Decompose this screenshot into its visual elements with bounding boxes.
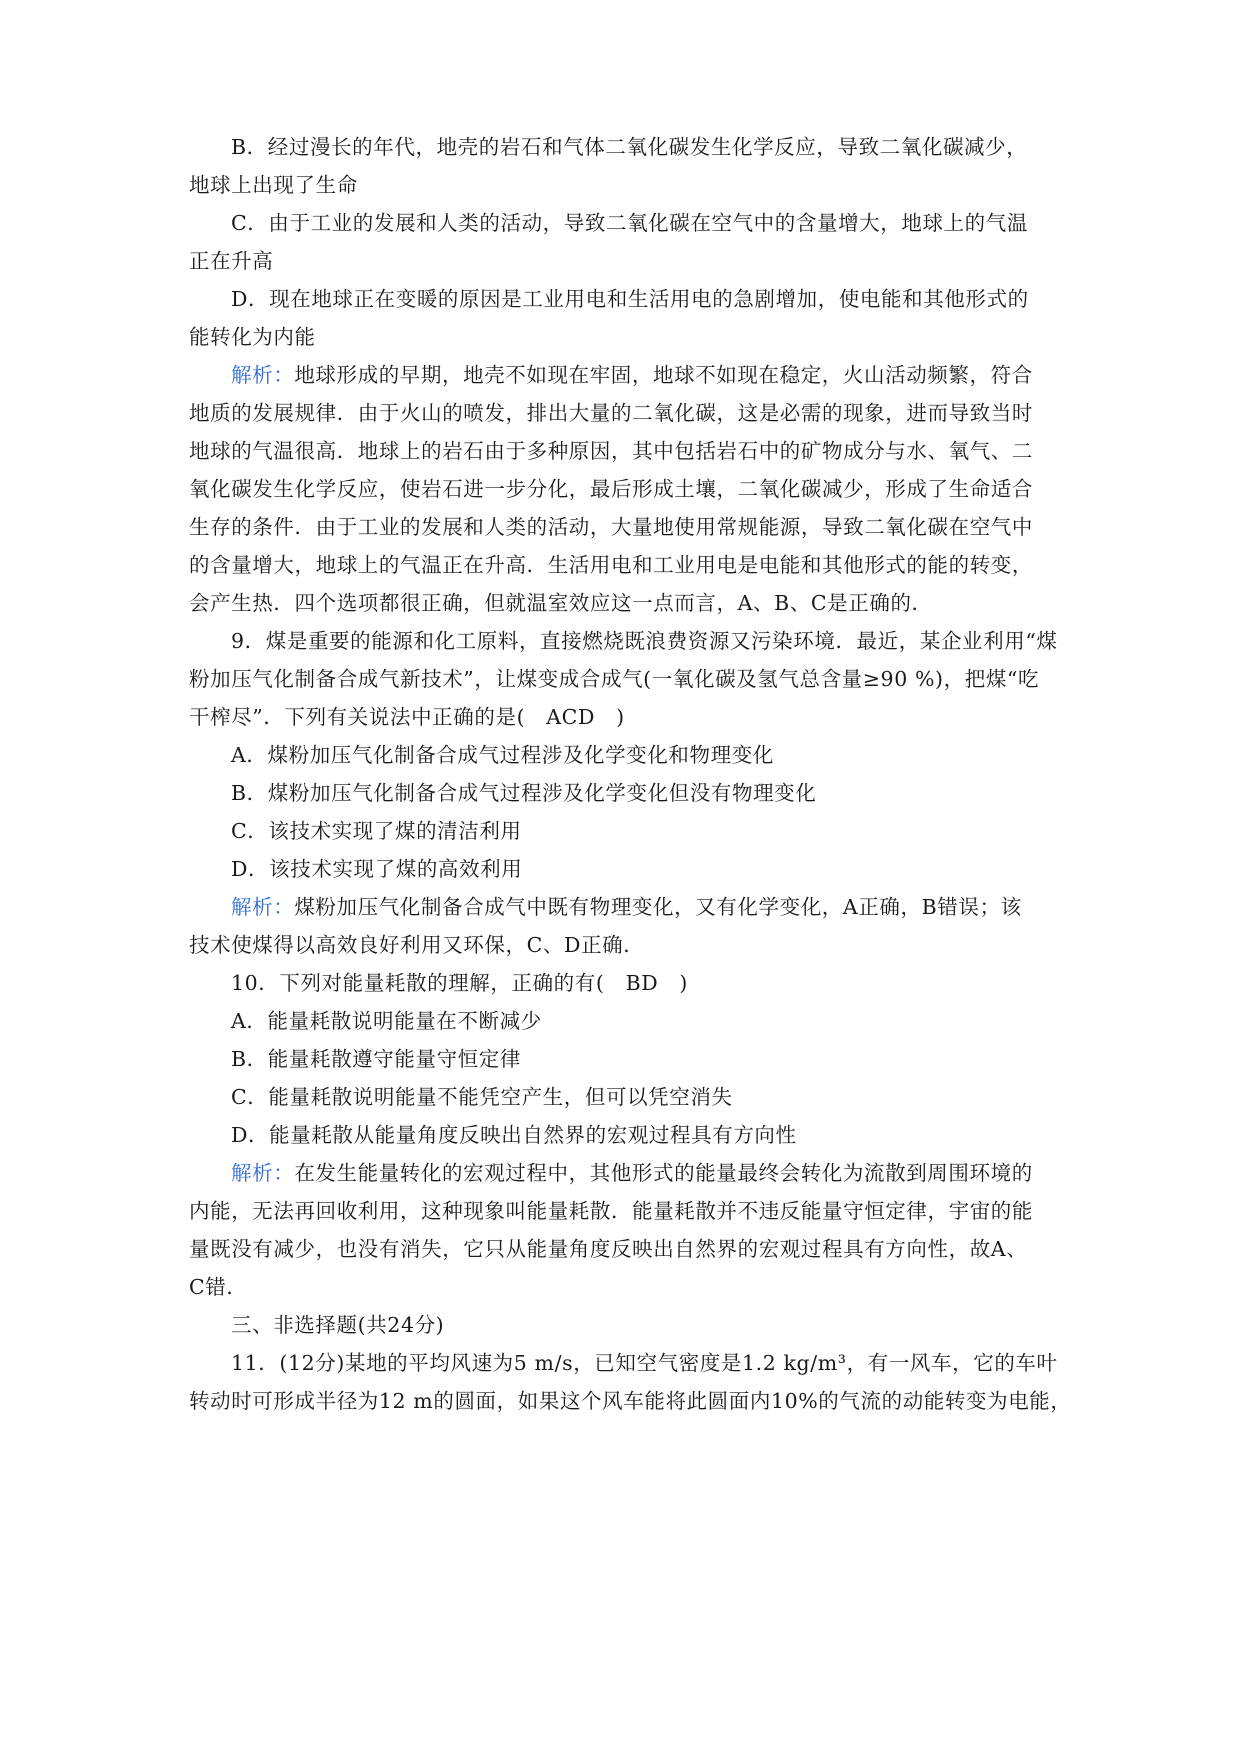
- analysis-10-line-2: 内能，无法再回收利用，这种现象叫能量耗散．能量耗散并不违反能量守恒定律，宇宙的能: [189, 1199, 1033, 1223]
- analysis-label: 解析：: [231, 363, 295, 387]
- option-9b: B．煤粉加压气化制备合成气过程涉及化学变化但没有物理变化: [231, 781, 817, 805]
- option-8c-line-1: C．由于工业的发展和人类的活动，导致二氧化碳在空气中的含量增大，地球上的气温: [231, 211, 1028, 235]
- analysis-label: 解析：: [231, 1161, 295, 1185]
- analysis-8-line-5: 生存的条件．由于工业的发展和人类的活动，大量地使用常规能源，导致二氧化碳在空气中: [189, 515, 1033, 539]
- analysis-10-line-4: C错．: [189, 1275, 248, 1299]
- analysis-9-line-1: [231, 893, 1111, 921]
- question-11-line-2: 转动时可形成半径为12 m的圆面，如果这个风车能将此圆面内10%的气流的动能转变为电能，: [189, 1389, 1072, 1413]
- question-9-line-2: 粉加压气化制备合成气新技术”，让煤变成合成气(一氧化碳及氢气总含量≥90 %)，把煤“吃: [189, 667, 1040, 691]
- analysis-8-line-2: 地质的发展规律．由于火山的喷发，排出大量的二氧化碳，这是必需的现象，进而导致当时: [189, 401, 1033, 425]
- option-8b-line-1: B．经过漫长的年代，地壳的岩石和气体二氧化碳发生化学反应，导致二氧化碳减少，: [231, 135, 1028, 159]
- analysis-9-line-2: 技术使煤得以高效良好利用又环保，C、D正确．: [189, 933, 645, 957]
- analysis-8-line-1: [231, 361, 1111, 389]
- question-9-line-3: 干榨尽”．下列有关说法中正确的是( ACD ): [189, 705, 625, 729]
- question-9-line-1: 9．煤是重要的能源和化工原料，直接燃烧既浪费资源又污染环境．最近，某企业利用“煤: [231, 629, 1058, 653]
- analysis-9-text: 煤粉加压气化制备合成气中既有物理变化，又有化学变化，A正确，B错误；该: [294, 895, 1022, 919]
- option-9d: D．该技术实现了煤的高效利用: [231, 857, 523, 881]
- option-10d: D．能量耗散从能量角度反映出自然界的宏观过程具有方向性: [231, 1123, 797, 1147]
- analysis-10-line-1: [231, 1159, 1111, 1187]
- option-9c: C．该技术实现了煤的清洁利用: [231, 819, 522, 843]
- analysis-8-text: 地球形成的早期，地壳不如现在牢固，地球不如现在稳定，火山活动频繁，符合: [294, 363, 1033, 387]
- question-11-line-1: 11．(12分)某地的平均风速为5 m/s，已知空气密度是1.2 kg/m³，有一风车，它的车叶: [231, 1351, 1058, 1375]
- section-heading-3: 三、非选择题(共24分): [231, 1313, 445, 1337]
- analysis-8-line-7: 会产生热．四个选项都很正确，但就温室效应这一点而言，A、B、C是正确的．: [189, 591, 933, 615]
- analysis-8-line-6: 的含量增大，地球上的气温正在升高．生活用电和工业用电是电能和其他形式的能的转变，: [189, 553, 1033, 577]
- question-10: 10．下列对能量耗散的理解，正确的有( BD ): [231, 971, 688, 995]
- option-9a: A．煤粉加压气化制备合成气过程涉及化学变化和物理变化: [231, 743, 774, 767]
- option-10b: B．能量耗散遵守能量守恒定律: [231, 1047, 521, 1071]
- option-8d-line-2: 能转化为内能: [189, 325, 316, 349]
- option-8c-line-2: 正在升高: [189, 249, 274, 273]
- option-8d-line-1: D．现在地球正在变暖的原因是工业用电和生活用电的急剧增加，使电能和其他形式的: [231, 287, 1029, 311]
- analysis-10-text: 在发生能量转化的宏观过程中，其他形式的能量最终会转化为流散到周围环境的: [294, 1161, 1033, 1185]
- option-10a: A．能量耗散说明能量在不断减少: [231, 1009, 542, 1033]
- analysis-8-line-3: 地球的气温很高．地球上的岩石由于多种原因，其中包括岩石中的矿物成分与水、氧气、二: [189, 439, 1033, 463]
- option-8b-line-2: 地球上出现了生命: [189, 173, 358, 197]
- analysis-8-line-4: 氧化碳发生化学反应，使岩石进一步分化，最后形成土壤，二氧化碳减少，形成了生命适合: [189, 477, 1033, 501]
- analysis-10-line-3: 量既没有减少，也没有消失，它只从能量角度反映出自然界的宏观过程具有方向性，故A、: [189, 1237, 1028, 1261]
- analysis-label: 解析：: [231, 895, 295, 919]
- option-10c: C．能量耗散说明能量不能凭空产生，但可以凭空消失: [231, 1085, 733, 1109]
